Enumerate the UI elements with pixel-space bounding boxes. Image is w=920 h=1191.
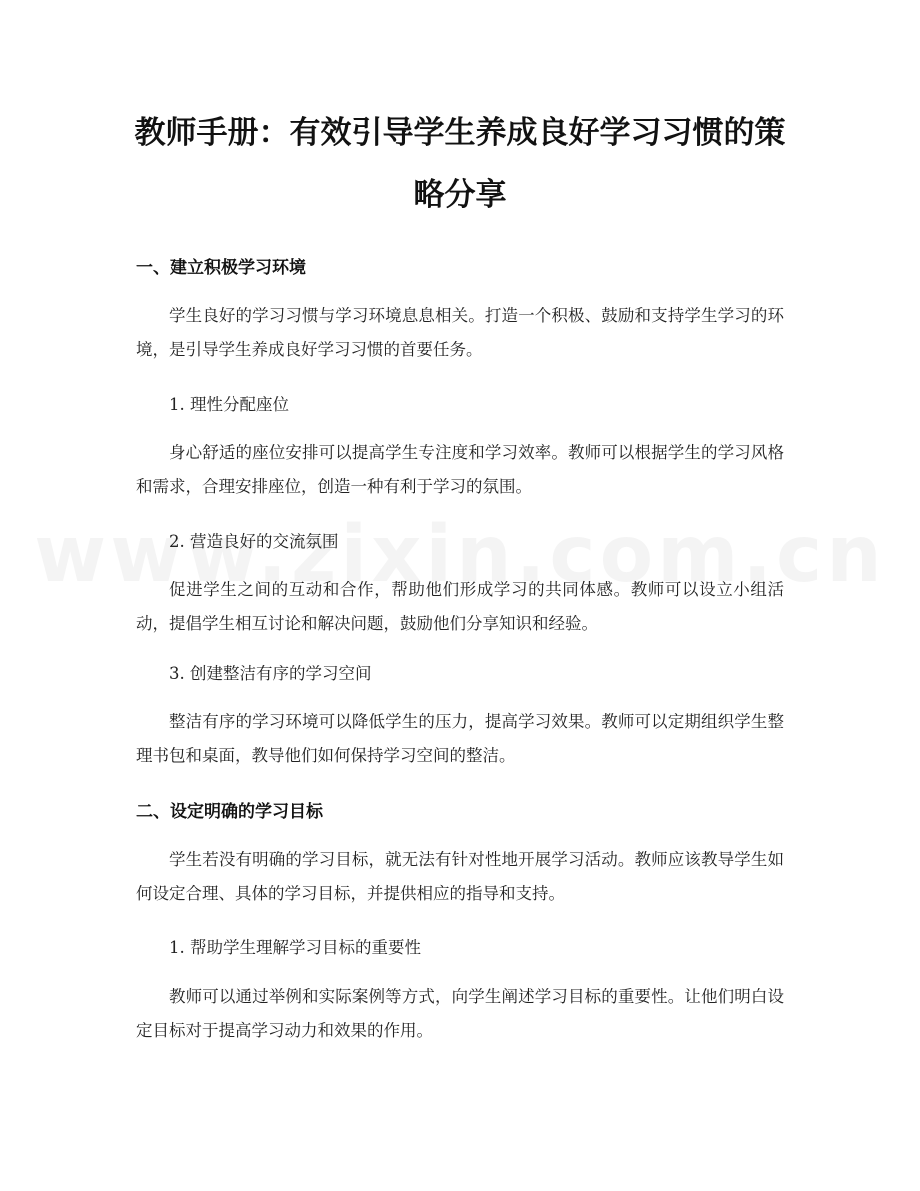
paragraph-1-1: 身心舒适的座位安排可以提高学生专注度和学习效率。教师可以根据学生的学习风格和需求，合理安排座位，创造一种有利于学习的氛围。 [136, 443, 784, 496]
subheading-1-1: 1. 理性分配座位 [169, 395, 289, 414]
subheading-1-2: 2. 营造良好的交流氛围 [169, 532, 339, 551]
section-2-intro: 学生若没有明确的学习目标，就无法有针对性地开展学习活动。教师应该教导学生如何设定合理、具体的学习目标，并提供相应的指导和支持。 [136, 850, 784, 903]
paragraph-2-1: 教师可以通过举例和实际案例等方式，向学生阐述学习目标的重要性。让他们明白设定目标对于提高学习动力和效果的作用。 [136, 987, 784, 1040]
section-heading-1: 一、建立积极学习环境 [136, 258, 306, 278]
subheading-2-1: 1. 帮助学生理解学习目标的重要性 [169, 938, 421, 957]
section-heading-2: 二、设定明确的学习目标 [136, 802, 323, 822]
page-title: 教师手册：有效引导学生养成良好学习习惯的策略分享 [134, 115, 786, 213]
paragraph-1-3: 整洁有序的学习环境可以降低学生的压力，提高学习效果。教师可以定期组织学生整理书包和桌面，教导他们如何保持学习空间的整洁。 [136, 712, 784, 765]
subheading-1-3: 3. 创建整洁有序的学习空间 [169, 664, 372, 683]
paragraph-1-2: 促进学生之间的互动和合作，帮助他们形成学习的共同体感。教师可以设立小组活动，提倡学生相互讨论和解决问题，鼓励他们分享知识和经验。 [136, 580, 784, 633]
section-1-intro: 学生良好的学习习惯与学习环境息息相关。打造一个积极、鼓励和支持学生学习的环境，是引导学生养成良好学习习惯的首要任务。 [136, 306, 784, 359]
